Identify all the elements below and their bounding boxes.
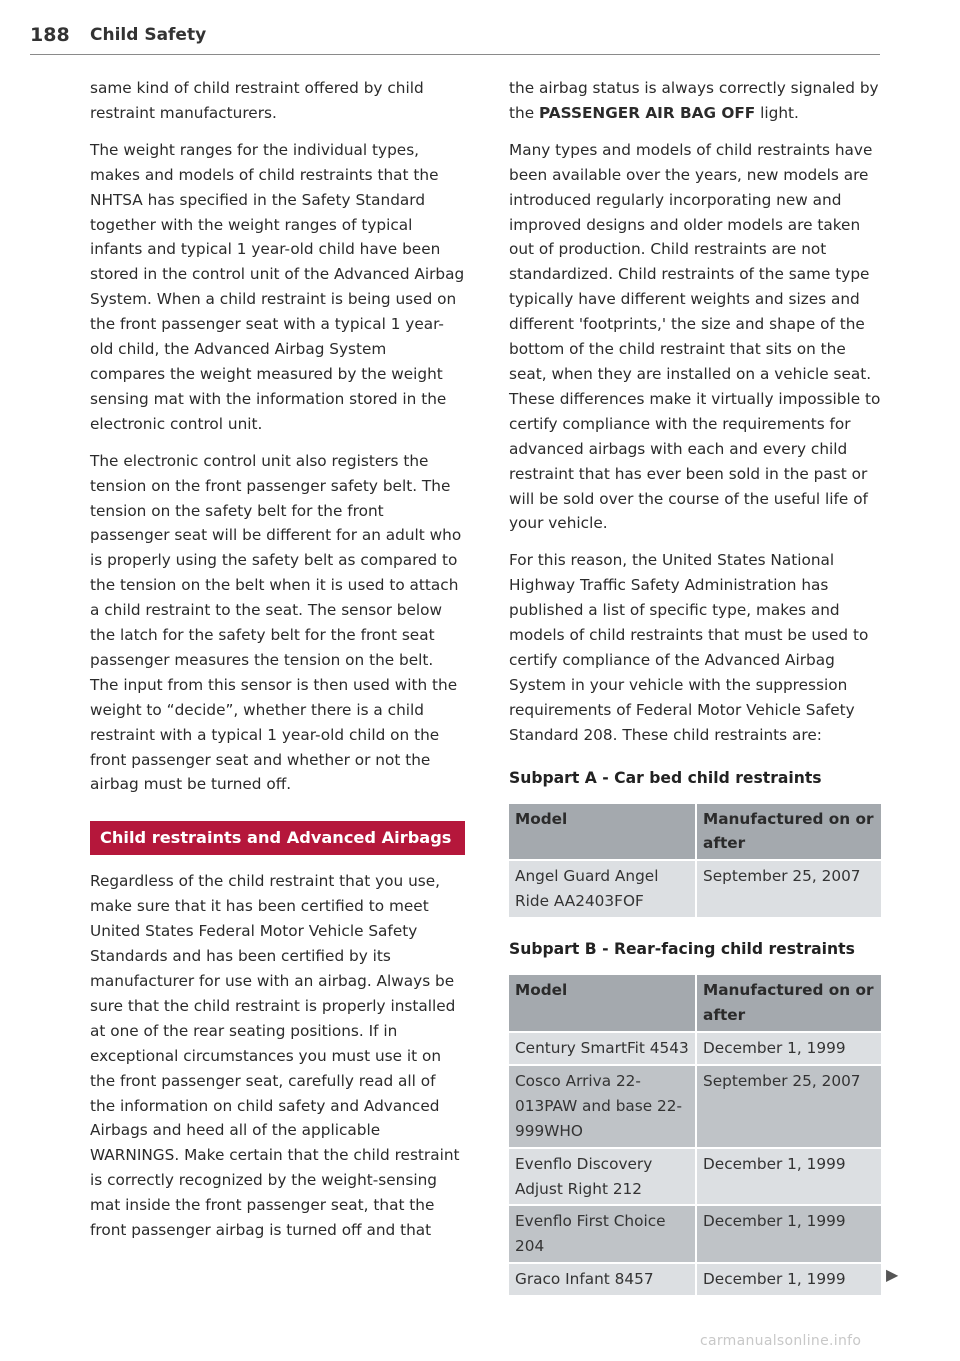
intro-paragraph <box>509 76 884 126</box>
left-column <box>90 76 465 1255</box>
table-row <box>509 1264 881 1295</box>
table-header-row <box>509 975 881 1031</box>
subpart-a-table <box>509 802 881 920</box>
intro-suffix: light. <box>755 103 799 122</box>
subpart-b-table <box>509 973 881 1297</box>
model-cell: Graco Infant 8457 <box>509 1264 695 1295</box>
paragraph: same kind of child restraint offered by child restraint manufacturers. <box>90 79 424 122</box>
right-column <box>509 76 884 1305</box>
table-row <box>509 1066 881 1147</box>
column-header-date: Manufactured on or after <box>695 975 881 1031</box>
column-header-model: Model <box>509 804 695 860</box>
watermark: carmanualsonline.info <box>700 1333 862 1349</box>
intro-prefix: the airbag status is always correctly signaled by the <box>509 79 879 122</box>
model-cell: Cosco Arriva 22-013PAW and base 22-999WHO <box>509 1066 695 1147</box>
table-row <box>509 1206 881 1262</box>
paragraph: Many types and models of child restraints have been available over the years, new models are introduced regularly incorporating new and improved designs and older models are taken out of production. Child restraints are not standardized. Child restraints of the same type typically have different weights and sizes and different 'footprints,' the size and shape of the bottom of the child restraint that sits on the seat, when they are installed on a vehicle seat. These differences make it virtually impossible to certify compliance with the requirements for advanced airbags with each and every child restraint that has ever been sold in the past or will be sold over the course of the useful life of your vehicle. <box>509 140 881 533</box>
page-number: 188 <box>30 24 70 46</box>
passenger-airbag-off-label: PASSENGER AIR BAG OFF <box>538 103 756 122</box>
table-header-row <box>509 804 881 860</box>
subpart-a-heading: Subpart A - Car bed child restraints <box>509 768 822 787</box>
date-cell: September 25, 2007 <box>695 1066 881 1147</box>
paragraph: The weight ranges for the individual types, makes and models of child restraints that the NHTSA has specified in the Safety Standard together with the weight ranges of typical infants and typical 1 year-old child have been stored in the control unit of the Advanced Airbag System. When a child restraint is being used on the front passenger seat with a typical 1 year-old child, the Advanced Airbag System compares the weight measured by the weight sensing mat with the information stored in the electronic control unit. <box>90 140 465 433</box>
table-row <box>509 861 881 917</box>
paragraph: Regardless of the child restraint that you use, make sure that it has been certified to meet United States Federal Motor Vehicle Safety Standards and has been certified by its manufacturer for use with an airbag. Always be sure that the child restraint is properly installed at one of the rear seating positions. If in exceptional circumstances you must use it on the front passenger seat, carefully read all of the information on child safety and Advanced Airbags and heed all of the applicable WARNINGS. Make certain that the child restraint is correctly recognized by the weight-sensing mat inside the front passenger seat, that the front passenger airbag is turned off and that <box>90 872 460 1240</box>
date-cell: December 1, 1999 <box>695 1264 881 1295</box>
date-cell: December 1, 1999 <box>695 1149 881 1205</box>
model-cell: Evenflo First Choice 204 <box>509 1206 695 1262</box>
paragraph: The electronic control unit also registers the tension on the front passenger safety belt. The tension on the safety belt for the front passenger seat will be different for an adult who is properly using the safety belt as compared to the tension on the belt when it is used to attach a child restraint to the seat. The sensor below the latch for the safety belt for the front seat passenger measures the tension on the belt. The input from this sensor is then used with the weight to “decide”, whether there is a child restraint with a typical 1 year-old child on the front passenger seat and whether or not the airbag must be turned off. <box>90 451 462 794</box>
model-cell: Century SmartFit 4543 <box>509 1033 695 1064</box>
column-header-model: Model <box>509 975 695 1031</box>
section-heading-bar: Child restraints and Advanced Airbags <box>90 821 465 855</box>
table-row <box>509 1033 881 1064</box>
subpart-b-heading: Subpart B - Rear-facing child restraints <box>509 940 855 959</box>
table-row <box>509 1149 881 1205</box>
date-cell: December 1, 1999 <box>695 1206 881 1262</box>
page-header <box>30 22 880 55</box>
model-cell: Evenflo Discovery Adjust Right 212 <box>509 1149 695 1205</box>
date-cell: September 25, 2007 <box>695 861 881 917</box>
section-title: Child Safety <box>90 25 207 45</box>
date-cell: December 1, 1999 <box>695 1033 881 1064</box>
model-cell: Angel Guard Angel Ride AA2403FOF <box>509 861 695 917</box>
paragraph: For this reason, the United States National Highway Traffic Safety Administration has published a list of specific type, makes and models of child restraints that must be used to certify compliance of the Advanced Airbag System in your vehicle with the suppression requirements of Federal Motor Vehicle Safety Standard 208. These child restraints are: <box>509 551 869 744</box>
continue-arrow-icon: ▶ <box>886 1265 899 1284</box>
column-header-date: Manufactured on or after <box>695 804 881 860</box>
